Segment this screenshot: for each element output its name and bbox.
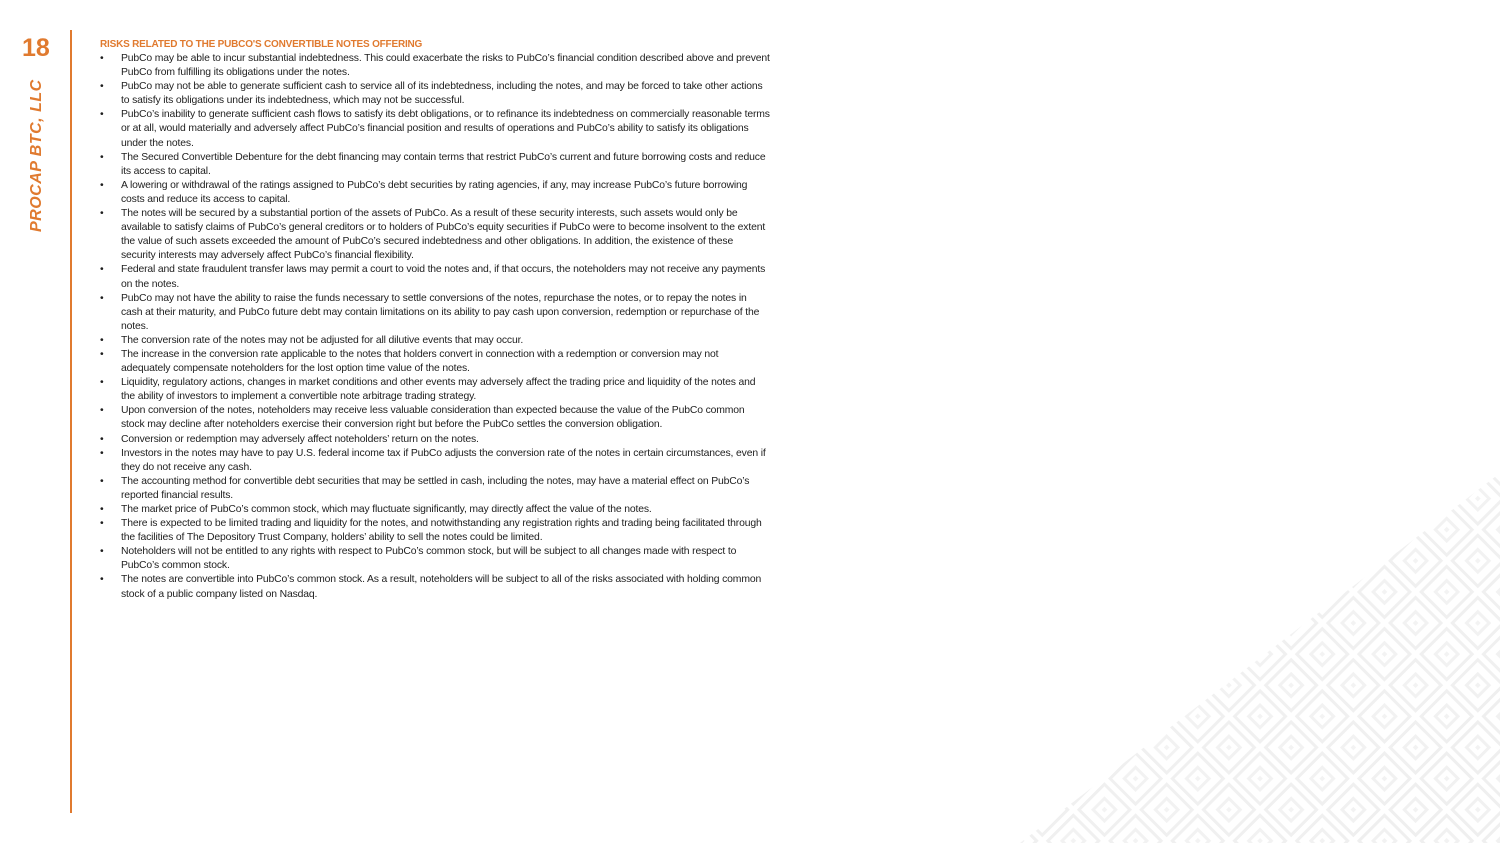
bullet-glyph: • — [100, 504, 104, 515]
page-number: 18 — [22, 34, 50, 62]
risk-item — [100, 545, 770, 573]
bullet-glyph: • — [100, 447, 104, 459]
brand-vertical-label: PROCAP BTC, LLC — [28, 79, 45, 232]
risk-item — [100, 151, 770, 179]
risk-item — [100, 447, 770, 475]
bullet-glyph: • — [100, 348, 104, 360]
risk-item — [100, 348, 770, 376]
risk-item — [100, 517, 770, 545]
risk-item-text: The accounting method for convertible debt securities that may be settled in cash, including the notes, may have a material effect on PubCo’s reported financial results. — [121, 475, 750, 501]
bullet-glyph: • — [100, 377, 104, 389]
risk-item-text: PubCo may not be able to generate sufficient cash to service all of its indebtedness, including the notes, and may be forced to take other actions to satisfy its obligations under its indebtedness, which may not be successful. — [121, 81, 763, 107]
bullet-glyph: • — [100, 81, 104, 93]
bullet-glyph: • — [100, 433, 104, 445]
risk-item-text: PubCo may be able to incur substantial indebtedness. This could exacerbate the risks to PubCo’s financial condition described above and prevent PubCo from fulfilling its obligations under the notes. — [121, 53, 770, 79]
risk-item — [100, 207, 770, 263]
bullet-glyph: • — [100, 405, 104, 417]
background-pattern — [980, 343, 1500, 843]
risk-item-text: The increase in the conversion rate applicable to the notes that holders convert in connection with a redemption or conversion may not adequately compensate noteholders for the lost option time value of the notes. — [121, 348, 719, 375]
risk-item-text: A lowering or withdrawal of the ratings assigned to PubCo’s debt securities by rating agencies, if any, may increase PubCo’s future borrowing costs and reduce its access to capital. — [121, 179, 748, 205]
risk-item — [100, 179, 770, 207]
risk-item — [100, 80, 770, 108]
bullet-glyph: • — [100, 109, 104, 121]
bullet-glyph: • — [100, 151, 104, 163]
risk-item-text: The Secured Convertible Debenture for the debt financing may contain terms that restrict PubCo’s current and future borrowing costs and reduce its access to capital. — [121, 151, 766, 177]
risk-item-text: PubCo’s inability to generate sufficient cash flows to satisfy its debt obligations, or to refinance its indebtedness on commercially reasonable terms or at all, would materially and adversely affect PubCo’s financial position and results of operations and PubCo’s ability to satisfy its obligations under the notes. — [121, 109, 770, 149]
bullet-glyph: • — [100, 179, 104, 191]
risk-item — [100, 292, 770, 334]
bullet-glyph: • — [100, 53, 104, 64]
bullet-glyph: • — [100, 334, 104, 346]
content-area — [100, 38, 770, 602]
risk-item-text: Conversion or redemption may adversely affect noteholders’ return on the notes. — [121, 433, 479, 445]
risk-item-text: Liquidity, regulatory actions, changes in market conditions and other events may adversely affect the trading price and liquidity of the notes and the ability of investors to implement a convertible note arbitrage trading strategy. — [121, 377, 756, 403]
risk-item — [100, 52, 770, 80]
risk-item-text: Noteholders will not be entitled to any rights with respect to PubCo’s common stock, but will be subject to all changes made with respect to PubCo’s common stock. — [121, 546, 737, 572]
risk-item — [100, 573, 770, 601]
risk-item-text: Federal and state fraudulent transfer laws may permit a court to void the notes and, if that occurs, the noteholders may not receive any payments on the notes. — [121, 264, 766, 290]
risk-item — [100, 108, 770, 150]
section-heading: RISKS RELATED TO THE PUBCO'S CONVERTIBLE NOTES OFFERING — [100, 39, 423, 50]
risk-item-text: PubCo may not have the ability to raise the funds necessary to settle conversions of the notes, repurchase the notes, or to repay the notes in cash at their maturity, and PubCo future debt may contain limitations on its ability to pay cash upon conversion, redemption or repurchase of the notes. — [121, 292, 760, 332]
bullet-glyph: • — [100, 546, 104, 558]
bullet-glyph: • — [100, 475, 104, 487]
risk-item — [100, 263, 770, 291]
risk-item-text: There is expected to be limited trading and liquidity for the notes, and notwithstanding any registration rights and trading being facilitated through the facilities of The Depository Trust Company, holders’ ability to sell the notes could be limited. — [121, 518, 762, 544]
risk-item — [100, 376, 770, 404]
risk-item-text: Investors in the notes may have to pay U.S. federal income tax if PubCo adjusts the conversion rate of the notes in certain circumstances, even if they do not receive any cash. — [121, 447, 766, 473]
risk-item-text: The notes will be secured by a substantial portion of the assets of PubCo. As a result of these security interests, such assets would only be available to satisfy claims of PubCo’s general creditors or to holders of PubCo’s equity securities if PubCo were to become insolvent to the extent the value of such assets exceeded the amount of PubCo’s secured indebtedness and other obligations. In addition, the existence of these security interests may adversely affect PubCo’s financial flexibility. — [121, 208, 766, 262]
risk-item — [100, 334, 770, 348]
bullet-glyph: • — [100, 264, 104, 276]
risk-item-text: Upon conversion of the notes, noteholders may receive less valuable consideration than expected because the value of the PubCo common stock may decline after noteholders exercise their conversion right but before the PubCo settles the conversion obligation. — [121, 405, 745, 431]
bullet-glyph: • — [100, 208, 104, 220]
risk-item — [100, 404, 770, 432]
risk-item-text: The conversion rate of the notes may not be adjusted for all dilutive events that may occur. — [121, 334, 524, 346]
accent-divider — [70, 30, 72, 813]
risk-item — [100, 475, 770, 503]
risk-item — [100, 433, 770, 447]
bullet-glyph: • — [100, 518, 104, 530]
risk-item-text: The market price of PubCo’s common stock, which may fluctuate significantly, may directly affect the value of the notes. — [121, 504, 652, 515]
bullet-glyph: • — [100, 574, 104, 586]
risk-item — [100, 503, 770, 517]
risk-item-text: The notes are convertible into PubCo’s common stock. As a result, noteholders will be subject to all of the risks associated with holding common stock of a public company listed on Nasdaq. — [121, 574, 762, 600]
risk-factor-list — [100, 52, 770, 602]
bullet-glyph: • — [100, 292, 104, 304]
